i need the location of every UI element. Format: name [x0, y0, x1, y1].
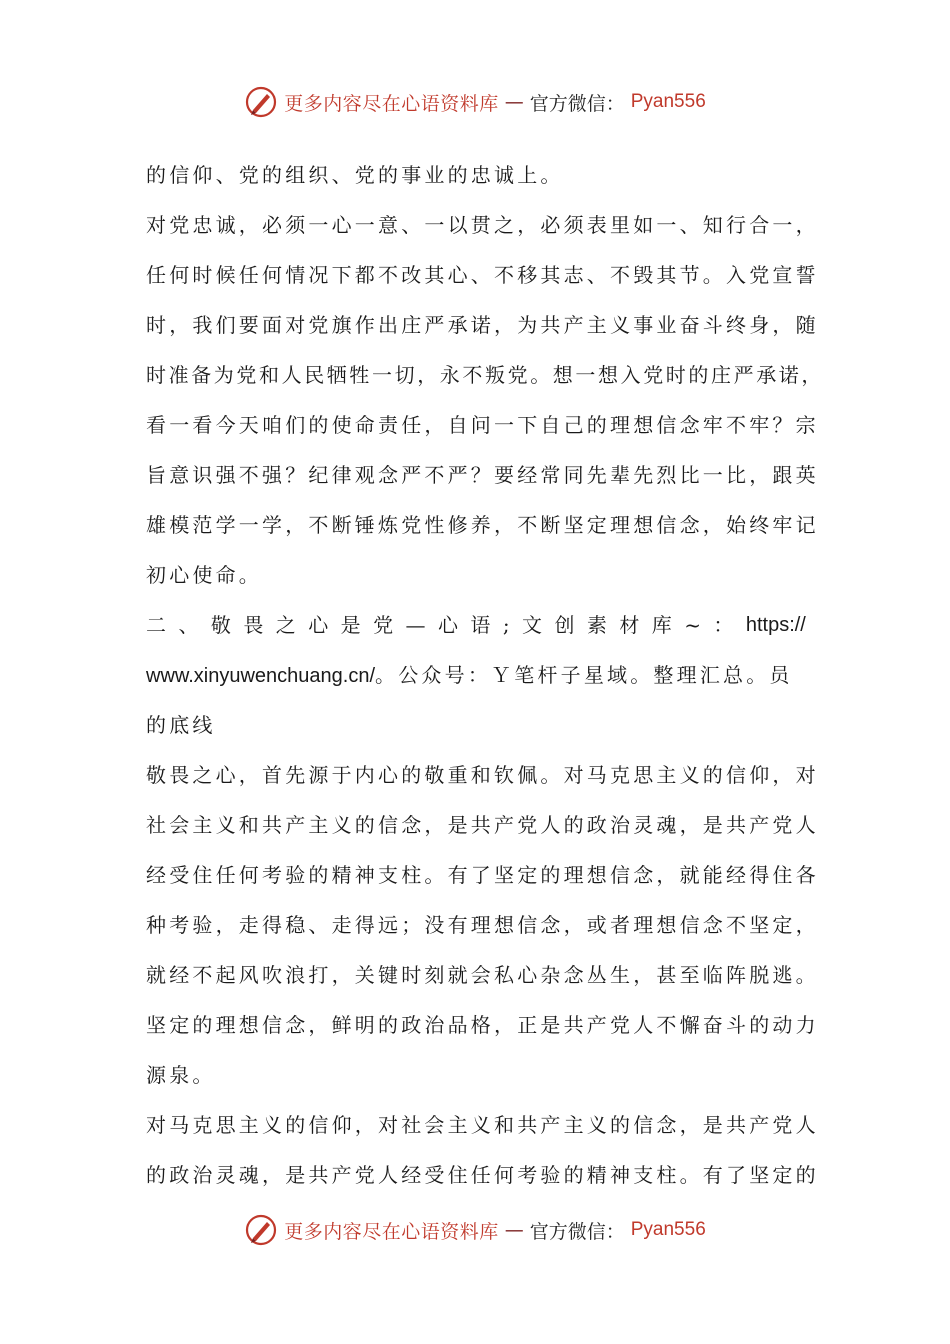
heading-char: 语 — [470, 613, 491, 637]
footer-banner — [0, 1210, 950, 1250]
text-line: 时，我们要面对党旗作出庄严承诺，为共产主义事业奋斗终身，随 — [146, 313, 819, 337]
text-line: 就经不起风吹浪打，关键时刻就会私心杂念丛生，甚至临阵脱逃。 — [146, 963, 819, 987]
heading-char: 是 — [340, 613, 361, 637]
heading-char: 文 — [522, 613, 542, 637]
document-body — [146, 150, 824, 1200]
text-line: 的政治灵魂，是共产党人经受住任何考验的精神支柱。有了坚定的 — [146, 1163, 819, 1187]
text-line: 经受住任何考验的精神支柱。有了坚定的理想信念，就能经得住各 — [146, 863, 819, 887]
text-line: 对马克思主义的信仰，对社会主义和共产主义的信念，是共产党人 — [146, 1113, 819, 1137]
text-line: 敬畏之心，首先源于内心的敬重和钦佩。对马克思主义的信仰，对 — [146, 763, 819, 787]
text-line: 的信仰、党的组织、党的事业的忠诚上。 — [146, 163, 564, 187]
text-line: 任何时候任何情况下都不改其心、不移其志、不毁其节。入党宣誓 — [146, 263, 819, 287]
text-line: 雄模范学一学，不断锤炼党性修养，不断坚定理想信念，始终牢记 — [146, 513, 819, 537]
footer-separator: — — [504, 1219, 524, 1241]
heading-char: 心 — [308, 613, 329, 637]
text-line: 种考验，走得稳、走得远；没有理想信念，或者理想信念不坚定， — [146, 913, 819, 937]
text-line: 坚定的理想信念，鲜明的政治品格，正是共产党人不懈奋斗的动力 — [146, 1013, 819, 1037]
heading-char: 库 — [651, 613, 672, 637]
text-line: 初心使命。 — [146, 563, 262, 587]
text-line: 旨意识强不强？纪律观念严不严？要经常同先辈先烈比一比，跟英 — [146, 463, 819, 487]
heading-char: 创 — [554, 613, 575, 637]
header-site-name: 更多内容尽在心语资料库 — [284, 92, 499, 115]
url-line — [146, 650, 806, 700]
heading-char: ; — [502, 613, 510, 637]
footer-wechat-label: 官方微信： — [529, 1220, 625, 1243]
text-line: 源泉。 — [146, 1063, 216, 1087]
footer-site-name: 更多内容尽在心语资料库 — [284, 1220, 499, 1243]
site-url-text: www.xinyuwenchuang.cn/ — [146, 665, 376, 687]
heading-char: 材 — [619, 613, 640, 637]
pen-logo-icon — [244, 1213, 278, 1247]
heading-char: 之 — [275, 613, 296, 637]
heading-char: ~ — [684, 613, 701, 637]
text-line: 时准备为党和人民牺牲一切，永不叛党。想一想入党时的庄严承诺， — [146, 363, 824, 387]
pen-logo-icon — [244, 85, 278, 119]
text-line: 社会主义和共产主义的信念，是共产党人的政治灵魂，是共产党人 — [146, 813, 819, 837]
header-separator: — — [504, 91, 524, 113]
heading-char: 二 — [146, 613, 166, 637]
header-banner — [0, 82, 950, 122]
footer-wechat-id: Pyan556 — [630, 1219, 706, 1240]
url-line-rest: 。公众号：Ｙ笔杆子星域。整理汇总。员 — [375, 663, 793, 687]
heading-char: 敬 — [210, 613, 231, 637]
heading-char: 、 — [178, 613, 199, 637]
heading-char: 畏 — [243, 613, 264, 637]
text-line: 对党忠诚，必须一心一意、一以贯之，必须表里如一、知行合一， — [146, 213, 819, 237]
text-line: 看一看今天咱们的使命责任，自问一下自己的理想信念牢不牢？宗 — [146, 413, 819, 437]
heading-char: 党 — [373, 613, 394, 637]
header-wechat-id: Pyan556 — [630, 91, 706, 112]
heading-url-part: https:// — [745, 614, 806, 636]
heading-char: 心 — [437, 613, 458, 637]
heading-char: ： — [713, 613, 734, 637]
header-wechat-label: 官方微信： — [529, 92, 625, 115]
heading-char: 素 — [586, 613, 607, 637]
heading-char: — — [405, 613, 426, 637]
text-line: 的底线 — [146, 713, 216, 737]
section-heading-line — [146, 600, 806, 650]
